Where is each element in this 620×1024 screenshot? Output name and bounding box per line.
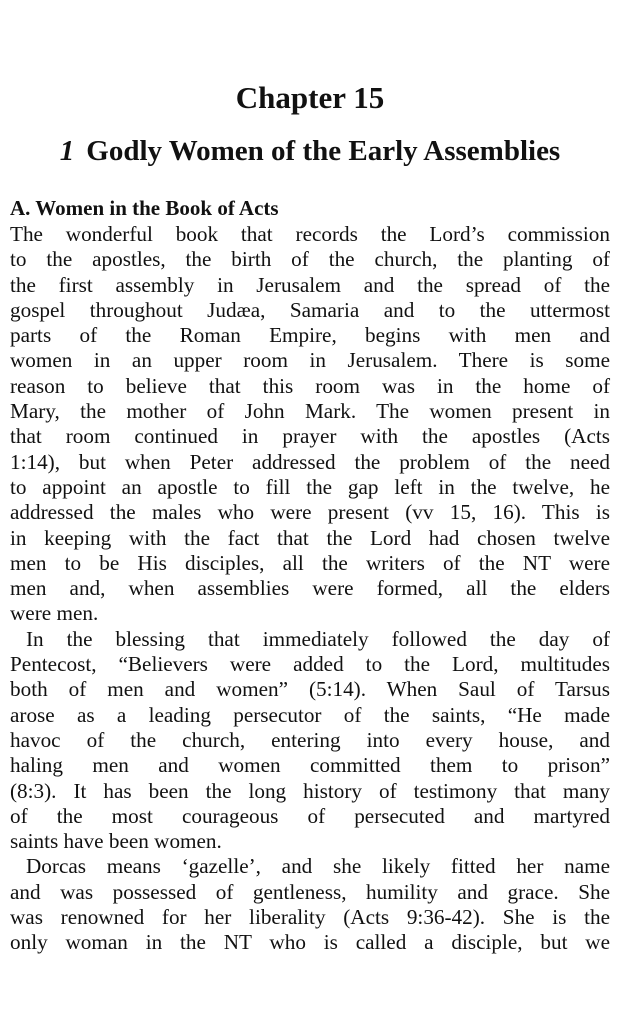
- text-line: in keeping with the fact that the Lord had chosen twelve: [10, 525, 610, 550]
- text-line: 1:14), but when Peter addressed the problem of the need: [10, 449, 610, 474]
- text-line: reason to believe that this room was in the home of: [10, 373, 610, 398]
- chapter-title: Chapter 15: [235, 80, 385, 115]
- text-line: was renowned for her liberality (Acts 9:36-42). She is the: [10, 905, 610, 930]
- text-line: The wonderful book that records the Lord’s commission: [10, 222, 610, 246]
- text-line: gospel throughout Judæa, Samaria and to the uttermost: [10, 297, 610, 322]
- text-line: haling men and women committed them to prison”: [10, 753, 610, 778]
- text-line: both of men and women” (5:14). When Saul of Tarsus: [10, 677, 610, 702]
- subsection-title: A. Women in the Book of Acts: [10, 196, 279, 220]
- paragraph-2: [10, 627, 610, 855]
- body-text: [10, 222, 610, 956]
- text-line: havoc of the church, entering into every house, and: [10, 727, 610, 752]
- text-line: Dorcas means ‘gazelle’, and she likely fitted her name: [26, 854, 610, 879]
- text-line: that room continued in prayer with the apostles (Acts: [10, 424, 610, 449]
- paragraph-1: [10, 222, 610, 627]
- text-line: arose as a leading persecutor of the saints, “He made: [10, 702, 610, 727]
- text-line: parts of the Roman Empire, begins with men and: [10, 323, 610, 348]
- text-line: to appoint an apostle to fill the gap left in the twelve, he: [10, 474, 610, 499]
- section-title-text: Godly Women of the Early Assemblies: [86, 135, 561, 167]
- section-number: 1: [59, 135, 75, 167]
- text-line: addressed the males who were present (vv 15, 16). This is: [10, 500, 610, 525]
- text-line: only woman in the NT who is called a disciple, but we: [10, 930, 610, 955]
- text-line: to the apostles, the birth of the church, the planting of: [10, 247, 610, 272]
- text-line: saints have been women.: [10, 829, 222, 854]
- text-line: men and, when assemblies were formed, all the elders: [10, 576, 610, 601]
- paragraph-3: [10, 854, 610, 955]
- text-line: men to be His disciples, all the writers of the NT were: [10, 550, 610, 575]
- text-line: and was possessed of gentleness, humility and grace. She: [10, 879, 610, 904]
- text-line: Pentecost, “Believers were added to the Lord, multitudes: [10, 652, 610, 677]
- section-title: [10, 132, 610, 170]
- text-line: were men.: [10, 601, 99, 626]
- text-line: In the blessing that immediately followed the day of: [26, 626, 610, 651]
- text-line: of the most courageous of persecuted and martyred: [10, 803, 610, 828]
- text-line: women in an upper room in Jerusalem. There is some: [10, 348, 610, 373]
- text-line: the first assembly in Jerusalem and the spread of the: [10, 272, 610, 297]
- text-line: (8:3). It has been the long history of testimony that many: [10, 778, 610, 803]
- text-line: Mary, the mother of John Mark. The women present in: [10, 399, 610, 424]
